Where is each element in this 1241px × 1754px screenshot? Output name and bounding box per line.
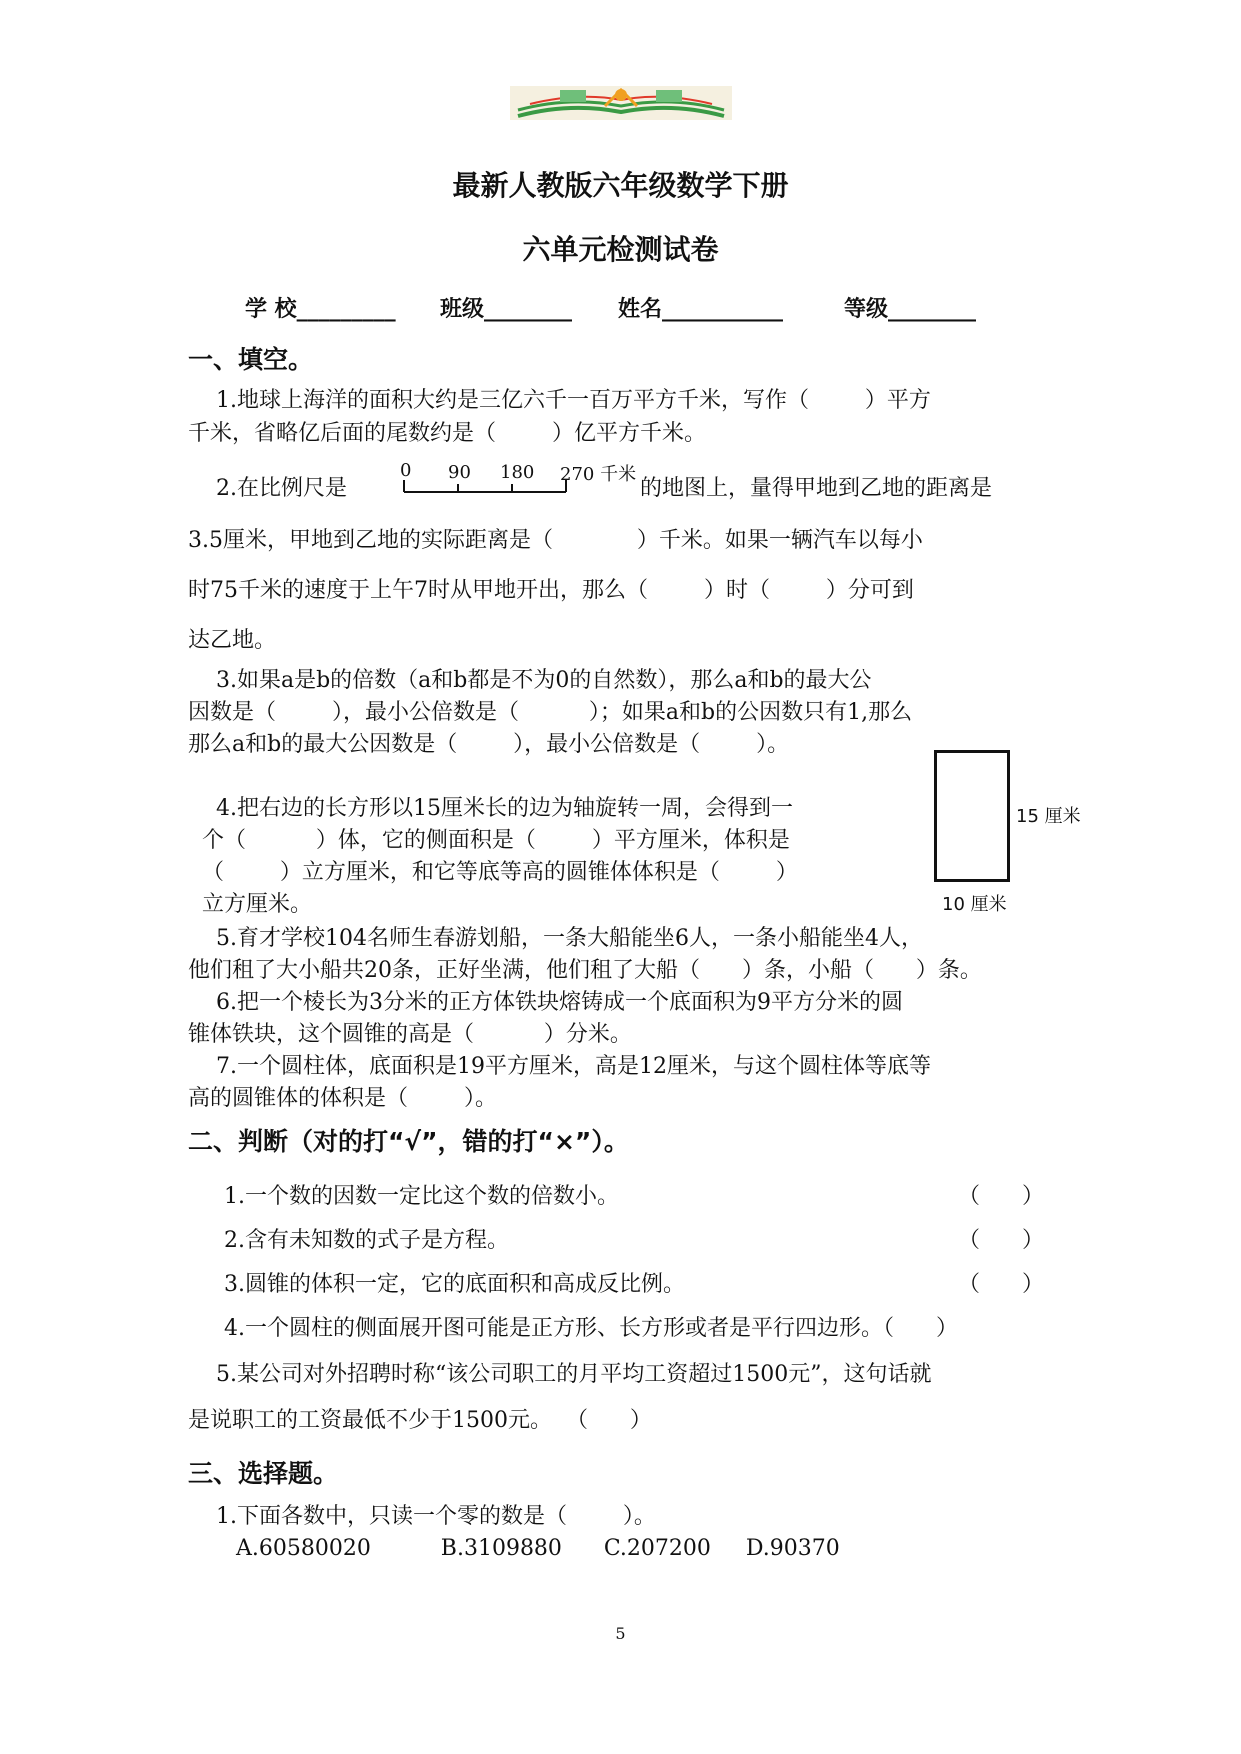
scale-label-90: 90 bbox=[448, 462, 471, 483]
s2-item: 5.某公司对外招聘时称“该公司职工的月平均工资超过1500元”，这句话就 bbox=[188, 1362, 932, 1387]
scale-label-270: 270 千米 bbox=[560, 464, 637, 485]
s1-line: 时75千米的速度于上午7时从甲地开出，那么（ ）时（ ）分可到 bbox=[188, 578, 914, 603]
s1-line: 6.把一个棱长为3分米的正方体铁块熔铸成一个底面积为9平方分米的圆 bbox=[188, 990, 903, 1015]
s2-item: 4.一个圆柱的侧面展开图可能是正方形、长方形或者是平行四边形。（ ） bbox=[224, 1316, 958, 1341]
s1-line: 3.5厘米，甲地到乙地的实际距离是（ ）千米。如果一辆汽车以每小 bbox=[188, 528, 923, 553]
scale-bar bbox=[400, 470, 570, 496]
page-subtitle: 六单元检测试卷 bbox=[522, 233, 719, 266]
page-title: 最新人教版六年级数学下册 bbox=[452, 169, 789, 202]
section1-heading: 一、填空。 bbox=[188, 345, 314, 374]
book-logo-icon bbox=[510, 86, 732, 120]
s1-line: 3.如果a是b的倍数（a和b都是不为0的自然数），那么a和b的最大公 bbox=[188, 668, 872, 693]
page-number: 5 bbox=[615, 1624, 626, 1643]
section3-heading: 三、选择题。 bbox=[188, 1459, 339, 1488]
rectangle-figure bbox=[934, 750, 1010, 882]
s1-line: 2.在比例尺是 bbox=[188, 476, 347, 501]
class-field[interactable]: 班级________ bbox=[440, 297, 573, 322]
scale-label-180: 180 bbox=[500, 462, 535, 483]
rect-height-label: 15 厘米 bbox=[1016, 806, 1081, 827]
s1-line: 5.育才学校104名师生春游划船，一条大船能坐6人，一条小船能坐4人， bbox=[188, 926, 923, 951]
scale-label-0: 0 bbox=[400, 460, 412, 481]
s2-item: 是说职工的工资最低不少于1500元。 （ ） bbox=[188, 1408, 652, 1433]
s1-line: 他们租了大小船共20条，正好坐满，他们租了大船（ ）条，小船（ ）条。 bbox=[188, 958, 982, 983]
s1-line: 达乙地。 bbox=[188, 628, 277, 653]
s1-line: 因数是（ ），最小公倍数是（ ）；如果a和b的公因数只有1,那么 bbox=[188, 700, 913, 725]
s1-line: 1.地球上海洋的面积大约是三亿六千一百万平方千米，写作（ ）平方 bbox=[188, 388, 931, 413]
s3-question: 1.下面各数中，只读一个零的数是（ ）。 bbox=[188, 1504, 656, 1529]
rect-width-label: 10 厘米 bbox=[942, 894, 1007, 915]
s3-options: A.60580020 B.3109880 C.207200 D.90370 bbox=[236, 1536, 840, 1561]
s1-line: 4.把右边的长方形以15厘米长的边为轴旋转一周，会得到一 bbox=[188, 796, 793, 821]
s1-line: 立方厘米。 bbox=[188, 892, 312, 917]
s2-answer-bracket[interactable]: （ ） bbox=[958, 1228, 1044, 1253]
s1-line: 千米，省略亿后面的尾数约是（ ）亿平方千米。 bbox=[188, 421, 706, 446]
s1-line: 那么a和b的最大公因数是（ ），最小公倍数是（ ）。 bbox=[188, 732, 790, 757]
s1-line: （ ）立方厘米，和它等底等高的圆锥体体积是（ ） bbox=[188, 860, 798, 885]
s1-line: 个（ ）体，它的侧面积是（ ）平方厘米，体积是 bbox=[188, 828, 790, 853]
section2-heading: 二、判断（对的打“√”，错的打“×”）。 bbox=[188, 1127, 629, 1156]
scale-bar-icon bbox=[400, 470, 570, 496]
s1-line: 高的圆锥体的体积是（ ）。 bbox=[188, 1086, 497, 1111]
s1-line: 7.一个圆柱体，底面积是19平方厘米，高是12厘米，与这个圆柱体等底等 bbox=[188, 1054, 931, 1079]
s1-line: 锥体铁块，这个圆锥的高是（ ）分米。 bbox=[188, 1022, 632, 1047]
logo bbox=[510, 86, 732, 120]
s2-answer-bracket[interactable]: （ ） bbox=[958, 1184, 1044, 1209]
s2-item: 3.圆锥的体积一定，它的底面积和高成反比例。 bbox=[224, 1272, 685, 1297]
name-field[interactable]: 姓名___________ bbox=[618, 297, 784, 322]
s1-line: 的地图上，量得甲地到乙地的距离是 bbox=[640, 476, 993, 501]
school-field[interactable]: 学 校_________ bbox=[245, 297, 396, 322]
grade-field[interactable]: 等级________ bbox=[844, 297, 977, 322]
s2-item: 2.含有未知数的式子是方程。 bbox=[224, 1228, 509, 1253]
s2-item: 1.一个数的因数一定比这个数的倍数小。 bbox=[224, 1184, 619, 1209]
s2-answer-bracket[interactable]: （ ） bbox=[958, 1272, 1044, 1297]
